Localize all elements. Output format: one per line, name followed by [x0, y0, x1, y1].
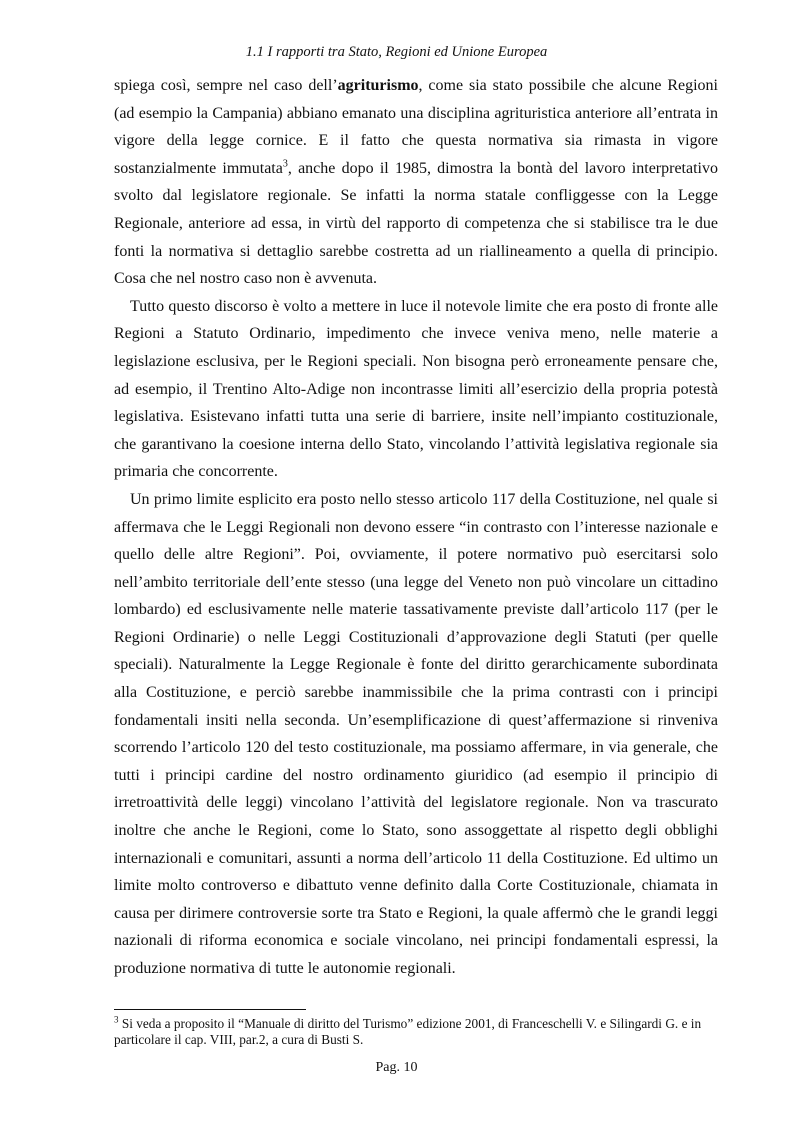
p3-line: quello delle altre Regioni”. Poi, ovviamente, il potere normativo può esercitarsi solo [114, 546, 718, 564]
body-text [114, 72, 718, 983]
running-header: 1.1 I rapporti tra Stato, Regioni ed Unione Europea [245, 44, 548, 60]
p3-line: scorrendo l’articolo 120 del testo costituzionale, ma possiamo affermare, in via generale, che [114, 739, 718, 757]
p2-line: legislativa. Esistevano infatti tutta una serie di barriere, insite nell’impianto costituzionale, [114, 408, 718, 426]
p2-line: ad esempio, il Trentino Alto-Adige non incontrasse limiti all’esercizio della propria potestà [114, 380, 718, 398]
paragraph-1 [114, 72, 718, 293]
p3-line: lombardo) ed esclusivamente nelle materie tassativamente previste dall’articolo 117 (per le [114, 601, 718, 619]
p1-line-7: fonti la normativa si dettaglio sarebbe costretta ad un riallineamento a quella di principio. [114, 242, 718, 260]
p3-line: Regioni Ordinarie) o nelle Leggi Costituzionali d’approvazione degli Statuti (per quelle [114, 628, 718, 646]
p3-line: affermava che le Leggi Regionali non devono essere “in contrasto con l’interesse nazionale e [114, 518, 718, 536]
p1-line-3: vigore della legge cornice. E il fatto che questa normativa sia rimasta in vigore [114, 132, 718, 150]
p1-line-2: (ad esempio la Campania) abbiano emanato una disciplina agrituristica anteriore all’entrata in [114, 104, 718, 122]
p3-line: tutti i principi cardine del nostro ordinamento giuridico (ad esempio il principio di [114, 766, 718, 784]
p3-line: limite molto controverso e dibattuto venne definito dalla Corte Costituzionale, chiamata in [114, 877, 718, 895]
p1-line-4: sostanzialmente immutata$^3$, anche dopo il 1985, dimostra la bontà del lavoro interpretativo [114, 158, 718, 177]
p2-line: Regioni a Statuto Ordinario, impedimento che invece veniva meno, nelle materie a [114, 325, 718, 343]
p3-line: causa per dirimere controversie sorte tra Stato e Regioni, la quale affermò che le grandi leggi [114, 904, 718, 922]
p3-line: irretroattività delle leggi) vincolano l’attività del legislatore regionale. Non va trascurato [114, 794, 718, 812]
p2-line: legislazione esclusiva, per le Regioni speciali. Non bisogna però erroneamente pensare che, [114, 352, 718, 370]
p1-line-6: Regionale, anteriore ad essa, in virtù del rapporto di competenza che si stabilisce tra le due [114, 214, 718, 232]
p3-line: nazionali di riforma economica e sociale vincolano, nei principi fondamentali espressi, la [114, 932, 718, 950]
bold-term: agriturismo [337, 77, 419, 94]
p3-line: alla Costituzione, e perciò sarebbe inammissibile che la prima contrasti con i principi [114, 684, 718, 702]
footnote-number: 3 [114, 1014, 119, 1025]
p3-line: fondamentali insiti nella seconda. Un’esemplificazione di quest’affermazione si rinveniva [114, 711, 718, 729]
footnote-divider [114, 1009, 306, 1010]
p3-line: inoltre che anche le Regioni, come lo Stato, sono assoggettate al rispetto degli obblighi [114, 822, 718, 840]
p1-line-1: spiega così, sempre nel caso dell’agriturismo, come sia stato possibile che alcune Regioni [114, 77, 718, 94]
p1-line-8: Cosa che nel nostro caso non è avvenuta. [114, 270, 378, 288]
p3-line: nell’ambito territoriale dell’ente stesso (una legge del Veneto non può vincolare un cittadino [114, 573, 718, 591]
p3-line: speciali). Naturalmente la Legge Regionale è fonte del diritto gerarchicamente subordinata [114, 656, 718, 674]
footnote-ref[interactable]: 3 [282, 158, 288, 170]
p3-line: produzione normativa di tutte le autonomie regionali. [114, 960, 456, 977]
p2-line: primaria che concorrente. [114, 463, 278, 481]
p3-line: Un primo limite esplicito era posto nello stesso articolo 117 della Costituzione, nel quale si [130, 490, 718, 508]
page-number: Pag. 10 [375, 1060, 418, 1075]
p3-line: internazionali e comunitari, assunti a norma dell’articolo 11 della Costituzione. Ed ultimo un [114, 849, 718, 867]
footnote [114, 1016, 718, 1048]
paragraph-2 [114, 293, 718, 486]
p1-line-5: svolto dal legislatore regionale. Se infatti la norma statale confliggesse con la Legge [114, 187, 718, 205]
paragraph-3 [114, 486, 718, 983]
p2-line: che garantivano la coesione interna dello Stato, vincolando l’attività legislativa regionale sia [114, 435, 718, 453]
p2-line: Tutto questo discorso è volto a mettere in luce il notevole limite che era posto di fronte alle [130, 297, 718, 315]
footnote-text: Si veda a proposito il “Manuale di diritto del Turismo” edizione 2001, di Franceschelli V. e Silingardi G. e in particolare il cap. VIII, par.2, a cura di Busti S. [114, 1016, 702, 1047]
